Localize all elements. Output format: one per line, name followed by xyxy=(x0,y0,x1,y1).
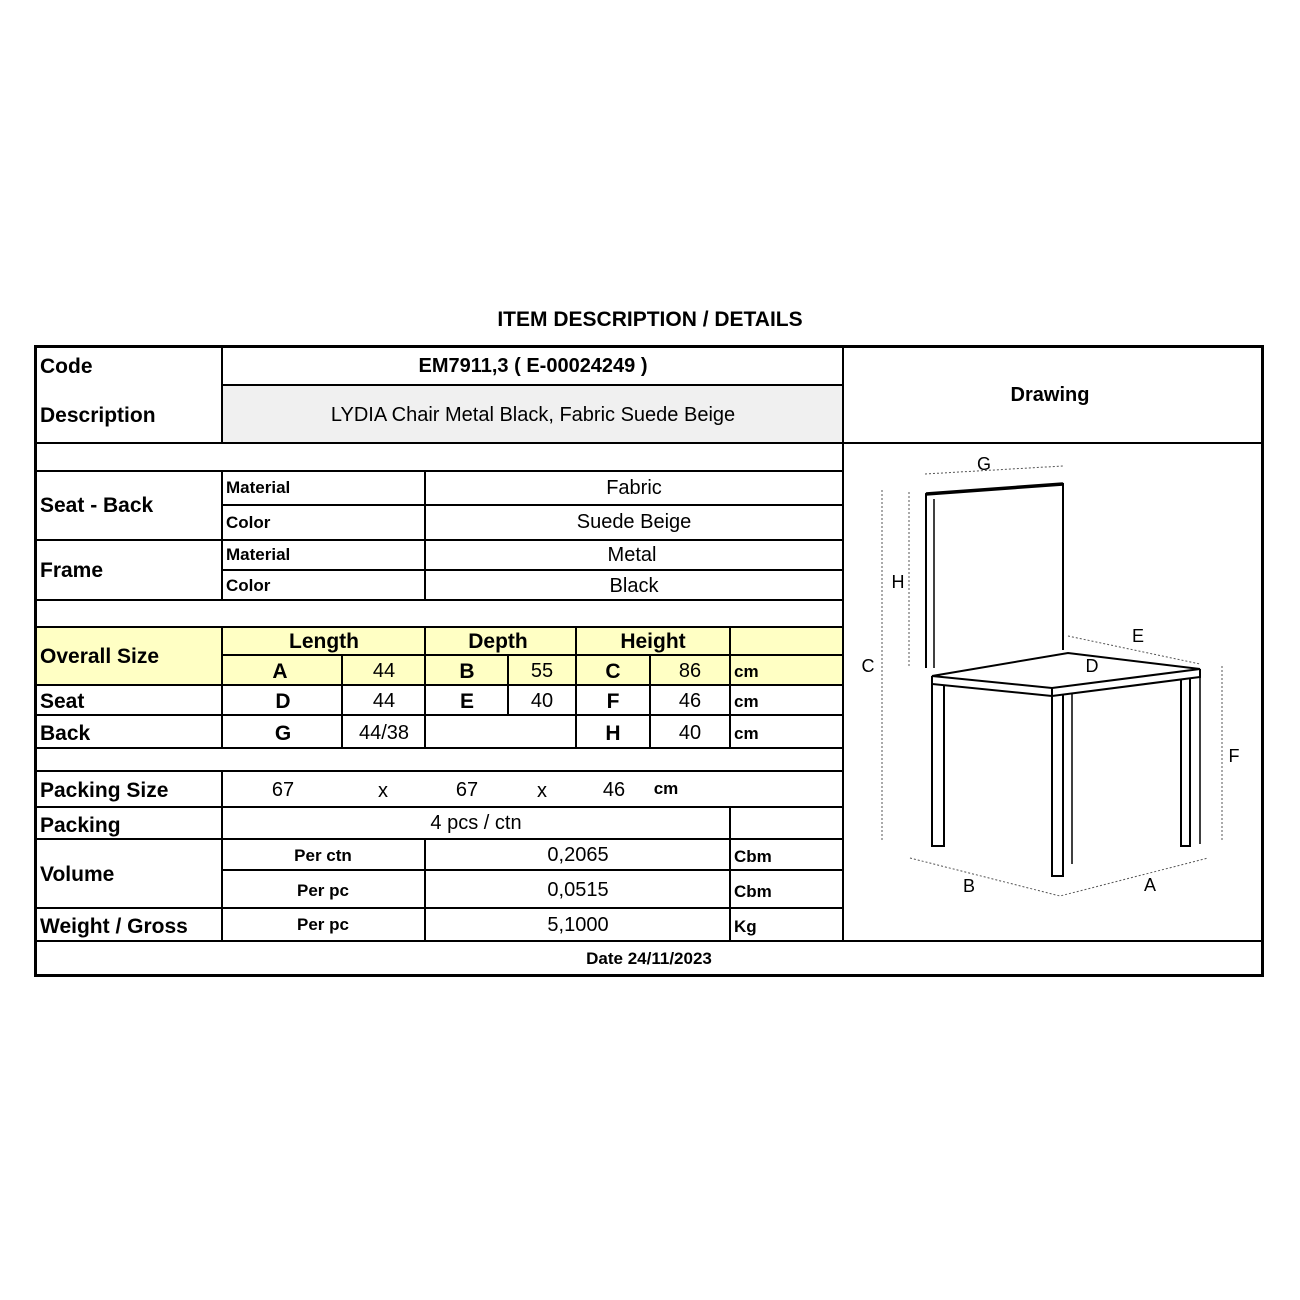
volume-per-ctn-label: Per ctn xyxy=(294,846,352,865)
frame-label: Frame xyxy=(40,559,104,582)
description-value: LYDIA Chair Metal Black, Fabric Suede Beige xyxy=(330,404,736,426)
seat-back-color-value: Suede Beige xyxy=(576,511,692,533)
weight-label: Weight / Gross xyxy=(40,915,188,938)
volume-per-pc-label: Per pc xyxy=(297,881,349,900)
packing-value: 4 pcs / ctn xyxy=(430,812,522,834)
seat-back-color-label: Color xyxy=(226,513,271,532)
drawing-letter-e: E xyxy=(1131,626,1145,646)
depth-header: Depth xyxy=(468,630,528,653)
drawing-letter-c: C xyxy=(861,656,875,676)
drawing-letter-g: G xyxy=(976,454,992,474)
seat-label: Seat xyxy=(40,690,85,713)
chair-drawing xyxy=(845,444,1260,940)
overall-b-letter: B xyxy=(459,660,475,683)
overall-c-value: 86 xyxy=(678,660,702,682)
seat-d-letter: D xyxy=(275,690,291,713)
overall-a-value: 44 xyxy=(372,660,396,682)
volume-label: Volume xyxy=(40,863,115,886)
overall-c-letter: C xyxy=(605,660,621,683)
back-label: Back xyxy=(40,722,91,745)
seat-e-value: 40 xyxy=(530,690,554,712)
back-unit: cm xyxy=(734,724,759,743)
seat-f-letter: F xyxy=(606,690,620,713)
packing-size-unit: cm xyxy=(653,779,679,798)
seat-e-letter: E xyxy=(459,690,475,713)
drawing-letter-b: B xyxy=(962,876,976,896)
seat-back-label: Seat - Back xyxy=(40,494,154,517)
volume-per-pc-unit: Cbm xyxy=(734,882,772,901)
packing-size-x2: x xyxy=(537,780,547,802)
frame-color-label: Color xyxy=(226,576,271,595)
packing-label: Packing xyxy=(40,814,121,837)
packing-size-height: 46 xyxy=(602,779,626,801)
packing-size-width: 67 xyxy=(455,779,479,801)
drawing-label: Drawing xyxy=(1010,384,1090,406)
page-title: ITEM DESCRIPTION / DETAILS xyxy=(497,308,803,331)
back-g-value: 44/38 xyxy=(358,722,410,744)
overall-size-label: Overall Size xyxy=(40,645,160,668)
drawing-letter-h: H xyxy=(891,572,905,592)
packing-size-x1: x xyxy=(378,780,388,802)
height-header: Height xyxy=(620,630,686,653)
weight-per-pc-label: Per pc xyxy=(297,915,349,934)
volume-per-ctn-unit: Cbm xyxy=(734,847,772,866)
seat-d-value: 44 xyxy=(372,690,396,712)
overall-b-value: 55 xyxy=(530,660,554,682)
seat-back-material-label: Material xyxy=(226,478,291,497)
seat-back-material-value: Fabric xyxy=(606,477,662,499)
code-value: EM7911,3 ( E-00024249 ) xyxy=(418,355,648,377)
volume-per-ctn-value: 0,2065 xyxy=(547,844,609,866)
seat-unit: cm xyxy=(734,692,759,711)
back-g-letter: G xyxy=(274,722,292,745)
date-label: Date 24/11/2023 xyxy=(586,949,712,968)
drawing-letter-f: F xyxy=(1228,746,1240,766)
drawing-letter-d: D xyxy=(1085,656,1099,676)
overall-unit: cm xyxy=(734,662,759,681)
weight-unit: Kg xyxy=(734,917,757,936)
packing-size-length: 67 xyxy=(271,779,295,801)
frame-material-label: Material xyxy=(226,545,291,564)
code-label: Code xyxy=(40,355,93,378)
back-h-letter: H xyxy=(605,722,621,745)
frame-material-value: Metal xyxy=(607,544,657,566)
seat-f-value: 46 xyxy=(678,690,702,712)
packing-size-label: Packing Size xyxy=(40,779,169,802)
frame-color-value: Black xyxy=(609,575,659,597)
length-header: Length xyxy=(289,630,359,653)
drawing-letter-a: A xyxy=(1143,875,1157,895)
weight-value: 5,1000 xyxy=(547,914,609,936)
overall-a-letter: A xyxy=(272,660,288,683)
volume-per-pc-value: 0,0515 xyxy=(547,879,609,901)
back-h-value: 40 xyxy=(678,722,702,744)
description-label: Description xyxy=(40,404,156,427)
